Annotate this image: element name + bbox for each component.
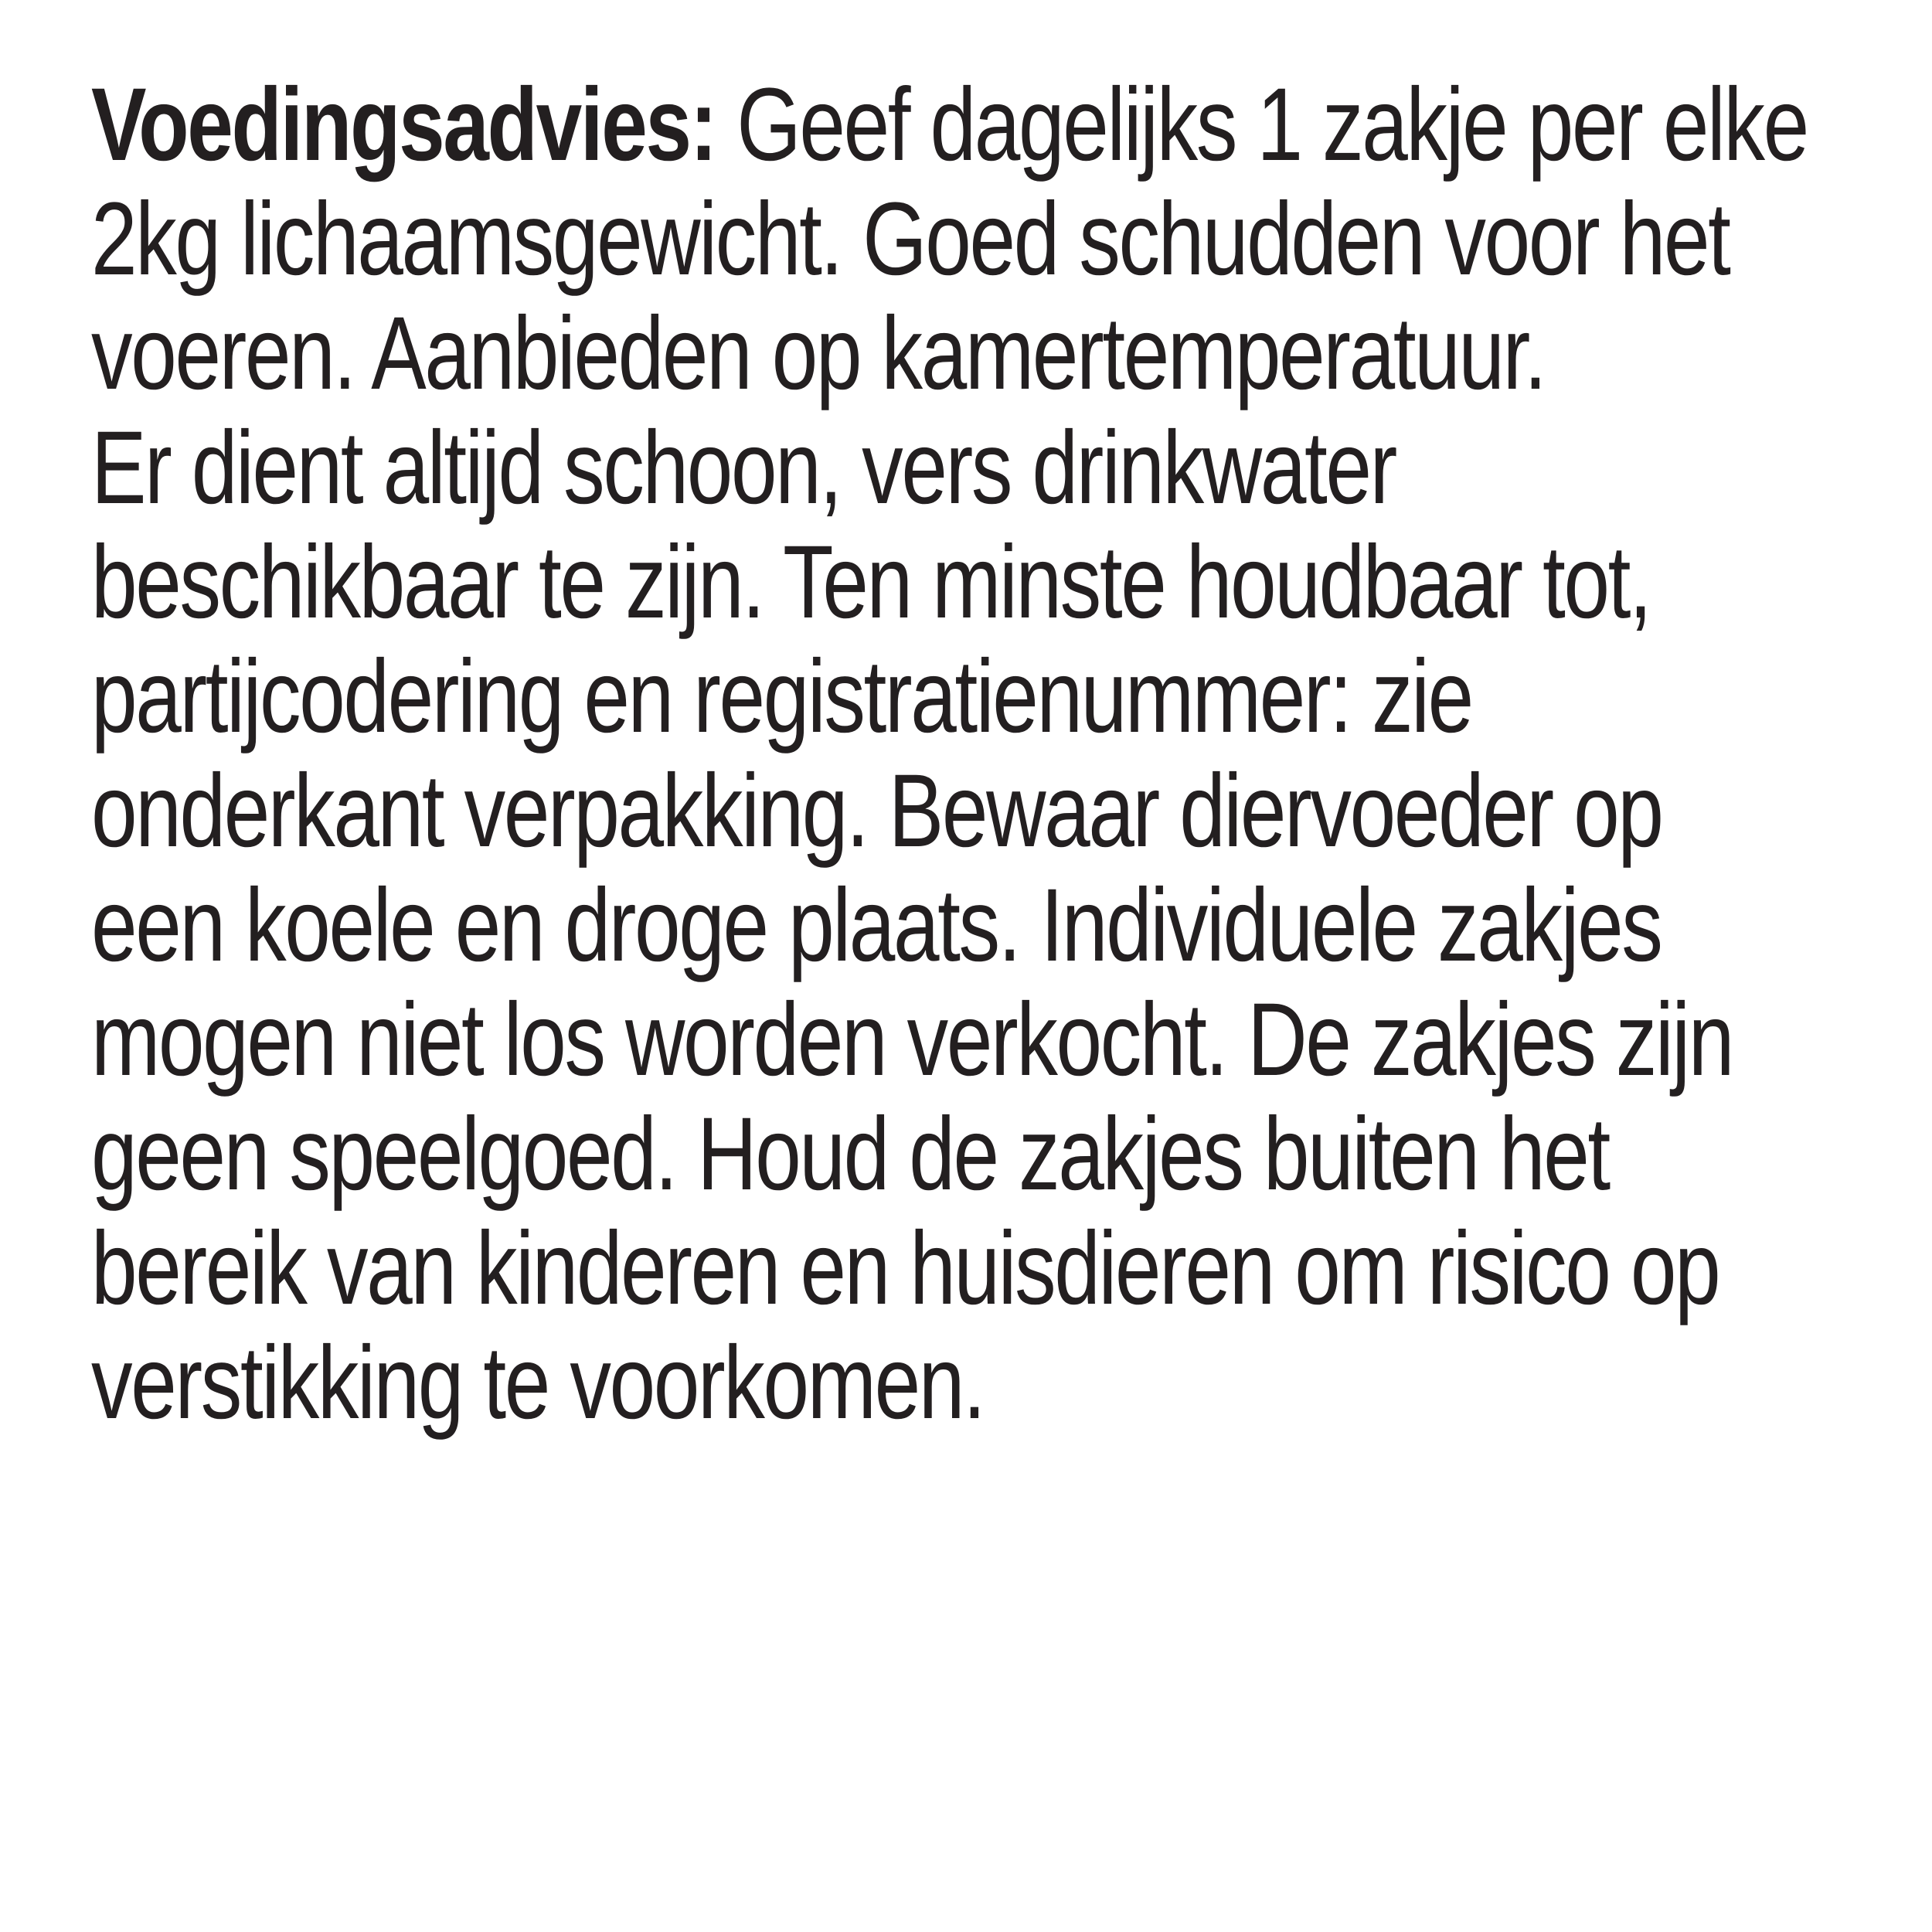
text-line-9: mogen niet los worden verkocht. De zakjes zijn <box>91 982 1733 1097</box>
text-line-8: een koele en droge plaats. Individuele zakjes <box>91 868 1662 983</box>
text-line-2: 2kg lichaamsgewicht. Goed schudden voor het <box>91 182 1730 297</box>
feeding-advice-heading: Voedingsadvies: <box>91 67 716 182</box>
text-line-11: bereik van kinderen en huisdieren om risico op <box>91 1211 1719 1326</box>
text-line-7: onderkant verpakking. Bewaar diervoeder op <box>91 753 1662 869</box>
text-line-5: beschikbaar te zijn. Ten minste houdbaar tot, <box>91 525 1651 640</box>
text-line-10: geen speelgoed. Houd de zakjes buiten het <box>91 1097 1609 1212</box>
text-line-6: partijcodering en registratienummer: zie <box>91 639 1472 754</box>
feeding-advice-text <box>91 67 1808 1440</box>
text-line-12: verstikking te voorkomen. <box>91 1325 985 1440</box>
text-line-4: Er dient altijd schoon, vers drinkwater <box>91 410 1396 526</box>
text-line-1 <box>91 67 1808 182</box>
text-line-3: voeren. Aanbieden op kamertemperatuur. <box>91 296 1546 411</box>
text-line-1-body: Geef dagelijks 1 zakje per elke <box>715 67 1808 182</box>
